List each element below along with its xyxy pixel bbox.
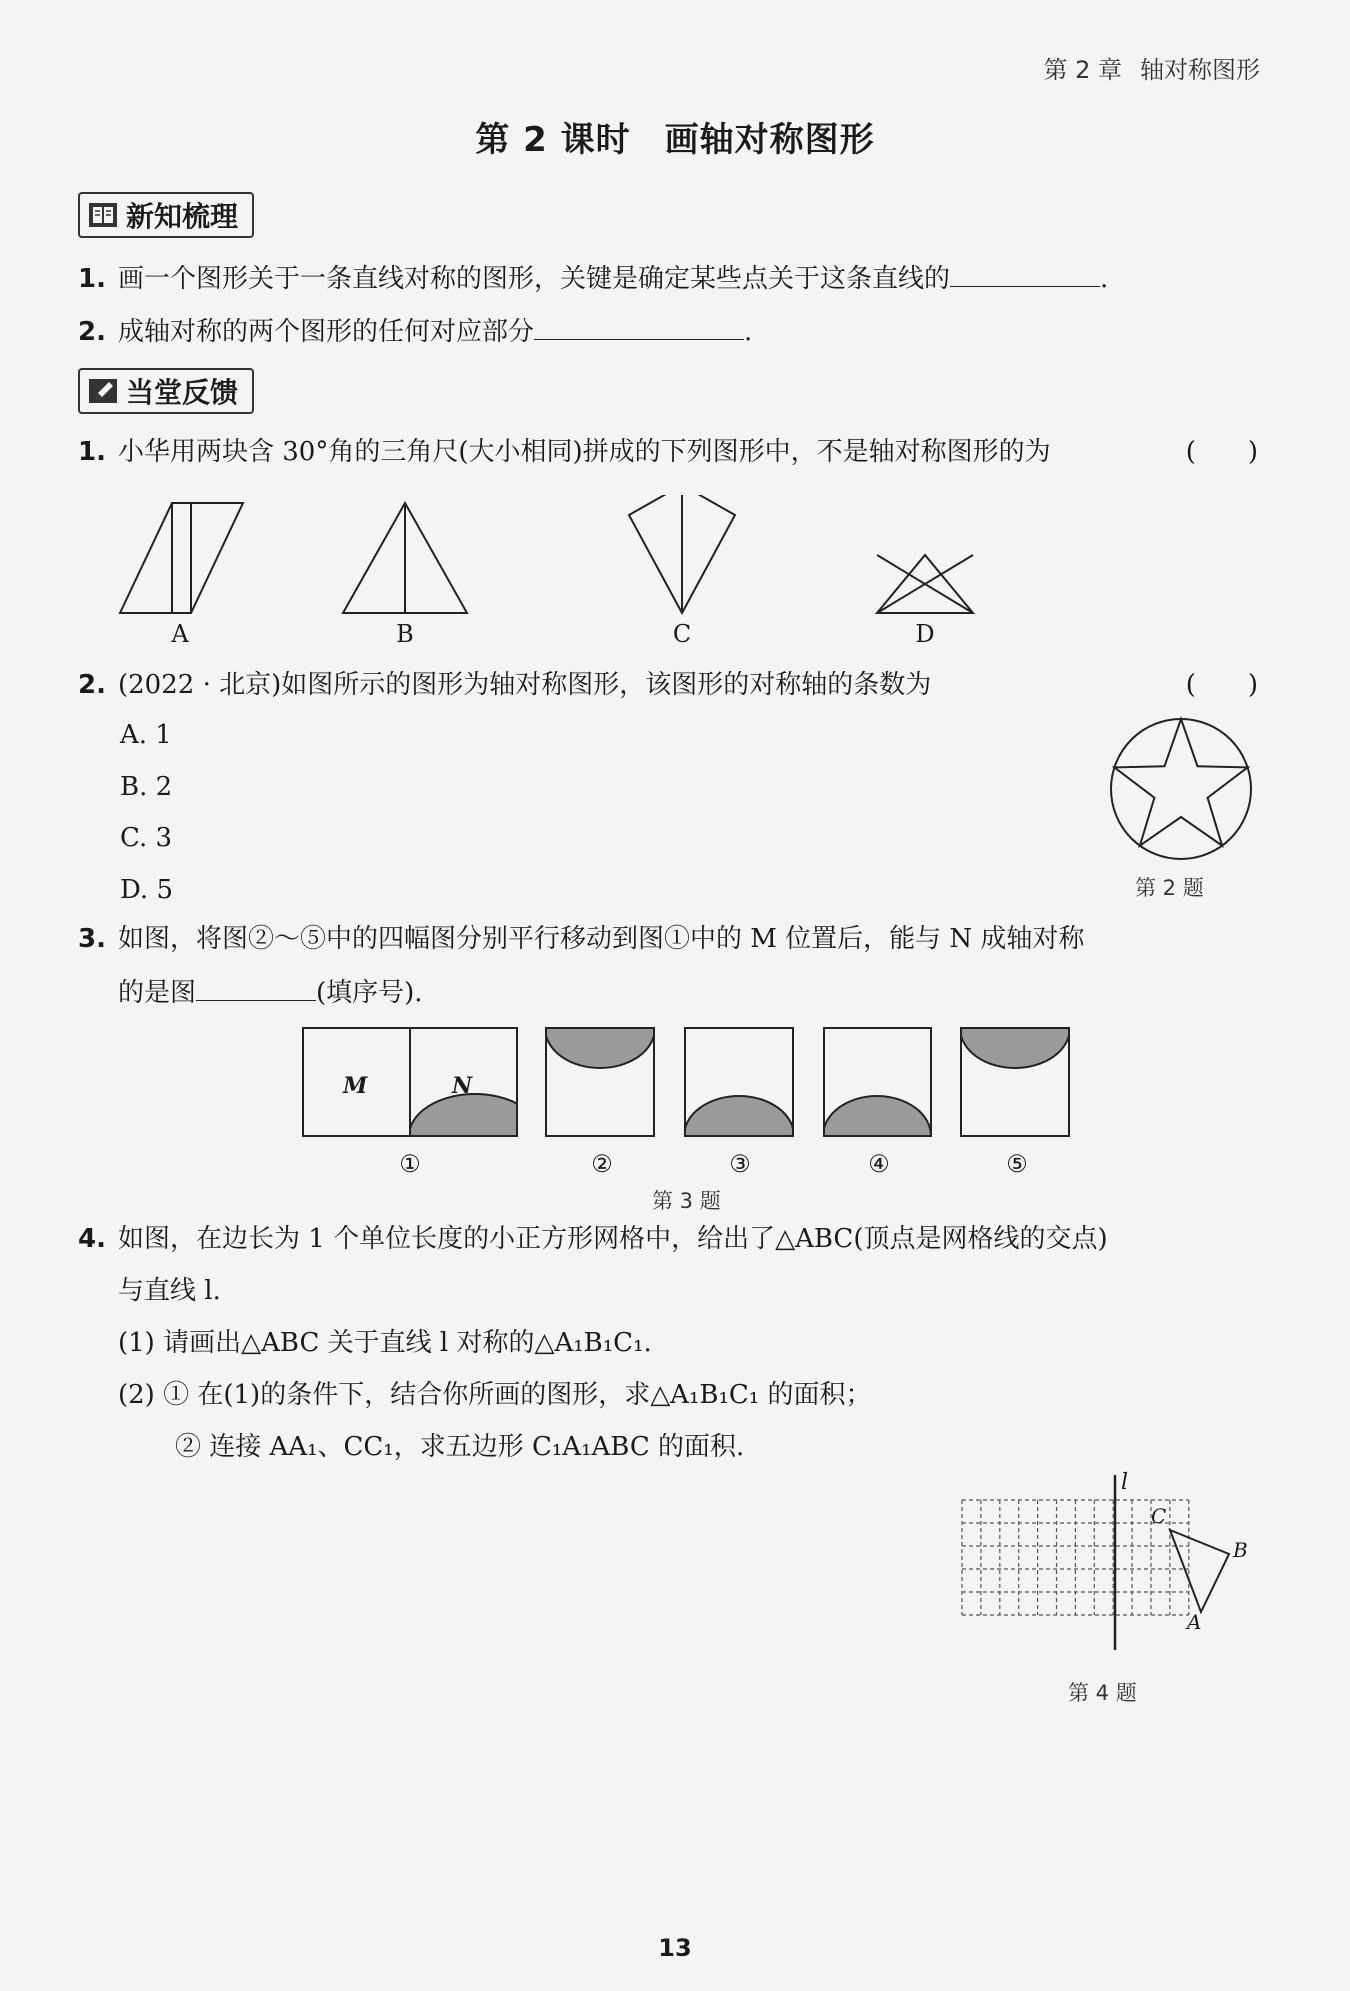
question-number: 3. bbox=[78, 924, 106, 954]
pencil-icon bbox=[88, 377, 118, 405]
q4-grid-figure bbox=[960, 1475, 1260, 1655]
question-number: 4. bbox=[78, 1224, 106, 1254]
section-knowledge bbox=[78, 192, 254, 238]
lesson-number: 第 2 课时 bbox=[475, 120, 631, 160]
question-number: 1. bbox=[78, 437, 106, 467]
feedback-q4-line1 bbox=[78, 1222, 1108, 1256]
question-text: 如图，将图②～⑤中的四幅图分别平行移动到图①中的 M 位置后，能与 N 成轴对称 bbox=[118, 924, 1085, 954]
q3-label-4: ④ bbox=[868, 1150, 890, 1178]
chapter-name: 轴对称图形 bbox=[1140, 56, 1260, 84]
triangle-abc bbox=[1170, 1530, 1229, 1612]
feedback-q4-line2: 与直线 l. bbox=[118, 1276, 221, 1306]
question-text: 画一个图形关于一条直线对称的图形，关键是确定某些点关于这条直线的 bbox=[118, 264, 951, 294]
feedback-q4-sub3: ② 连接 AA₁、CC₁，求五边形 C₁A₁ABC 的面积. bbox=[175, 1432, 745, 1462]
knowledge-q1 bbox=[78, 260, 1108, 296]
feedback-q3-line2 bbox=[118, 974, 423, 1010]
q3-label-2: ② bbox=[591, 1150, 613, 1178]
section-feedback-label: 当堂反馈 bbox=[126, 376, 239, 409]
feedback-q1 bbox=[78, 435, 1258, 469]
option-d[interactable]: D. 5 bbox=[120, 875, 173, 905]
chapter-header bbox=[1043, 50, 1260, 85]
q3-figure-5[interactable] bbox=[960, 1025, 1070, 1136]
question-number: 2. bbox=[78, 317, 106, 347]
question-end: . bbox=[744, 317, 753, 347]
question-end: . bbox=[1100, 264, 1109, 294]
q3-label-m: M bbox=[343, 1073, 368, 1099]
q4-label-a: A bbox=[1187, 1610, 1202, 1634]
book-icon bbox=[88, 201, 118, 229]
label-a: A bbox=[171, 620, 189, 648]
answer-blank[interactable] bbox=[534, 313, 744, 340]
label-b: B bbox=[396, 620, 414, 648]
feedback-q4-sub2: (2) ① 在(1)的条件下，结合你所画的图形，求△A₁B₁C₁ 的面积； bbox=[118, 1380, 872, 1410]
lesson-title bbox=[0, 112, 1350, 161]
q3-figures bbox=[300, 1025, 1080, 1145]
q2-caption: 第 2 题 bbox=[1135, 876, 1204, 900]
question-number: 1. bbox=[78, 264, 106, 294]
q4-label-b: B bbox=[1233, 1538, 1248, 1562]
q4-label-l: l bbox=[1121, 1470, 1129, 1495]
answer-blank[interactable] bbox=[950, 260, 1100, 287]
q3-label-1: ① bbox=[399, 1150, 421, 1178]
lesson-topic: 画轴对称图形 bbox=[664, 120, 875, 160]
q1-figures bbox=[110, 495, 1110, 625]
figure-b[interactable] bbox=[343, 503, 467, 613]
q3-caption: 第 3 题 bbox=[652, 1189, 721, 1213]
page-number: 13 bbox=[658, 1934, 692, 1962]
option-a[interactable]: A. 1 bbox=[120, 720, 172, 750]
q3-figure-4[interactable] bbox=[823, 1028, 931, 1145]
answer-parenthesis[interactable]: ( ) bbox=[1185, 437, 1258, 467]
question-number: 2. bbox=[78, 670, 106, 700]
q4-label-c: C bbox=[1151, 1504, 1167, 1528]
q3-label-5: ⑤ bbox=[1006, 1150, 1028, 1178]
q3-figure-3[interactable] bbox=[684, 1028, 794, 1145]
knowledge-q2 bbox=[78, 313, 752, 349]
question-text: 如图，在边长为 1 个单位长度的小正方形网格中，给出了△ABC(顶点是网格线的交点) bbox=[118, 1224, 1108, 1254]
figure-c[interactable] bbox=[629, 495, 735, 613]
question-text: 成轴对称的两个图形的任何对应部分 bbox=[118, 317, 535, 347]
section-knowledge-label: 新知梳理 bbox=[126, 200, 239, 233]
q3-label-3: ③ bbox=[729, 1150, 751, 1178]
label-d: D bbox=[915, 620, 935, 648]
question-text: 小华用两块含 30°角的三角尺(大小相同)拼成的下列图形中，不是轴对称图形的为 bbox=[118, 437, 1051, 467]
figure-d[interactable] bbox=[877, 555, 973, 613]
answer-blank[interactable] bbox=[196, 974, 316, 1001]
chapter-number: 第 2 章 bbox=[1043, 56, 1122, 84]
section-feedback bbox=[78, 368, 254, 414]
q3-figure-1[interactable] bbox=[303, 1028, 541, 1145]
q3-label-n: N bbox=[452, 1073, 473, 1099]
q2-circle-star-figure bbox=[1108, 716, 1254, 862]
feedback-q2 bbox=[78, 668, 1258, 702]
q4-caption: 第 4 题 bbox=[1068, 1681, 1137, 1705]
feedback-q4-sub1: (1) 请画出△ABC 关于直线 l 对称的△A₁B₁C₁. bbox=[118, 1328, 652, 1358]
question-text: (填序号). bbox=[316, 978, 423, 1008]
q3-figure-2[interactable] bbox=[545, 1025, 655, 1136]
option-b[interactable]: B. 2 bbox=[120, 772, 173, 802]
question-text: 的是图 bbox=[118, 978, 197, 1008]
feedback-q3-line1 bbox=[78, 922, 1084, 956]
answer-parenthesis[interactable]: ( ) bbox=[1185, 670, 1258, 700]
option-c[interactable]: C. 3 bbox=[120, 823, 173, 853]
question-text: (2022 · 北京)如图所示的图形为轴对称图形，该图形的对称轴的条数为 bbox=[118, 670, 932, 700]
label-c: C bbox=[672, 620, 692, 648]
figure-a[interactable] bbox=[120, 503, 243, 613]
